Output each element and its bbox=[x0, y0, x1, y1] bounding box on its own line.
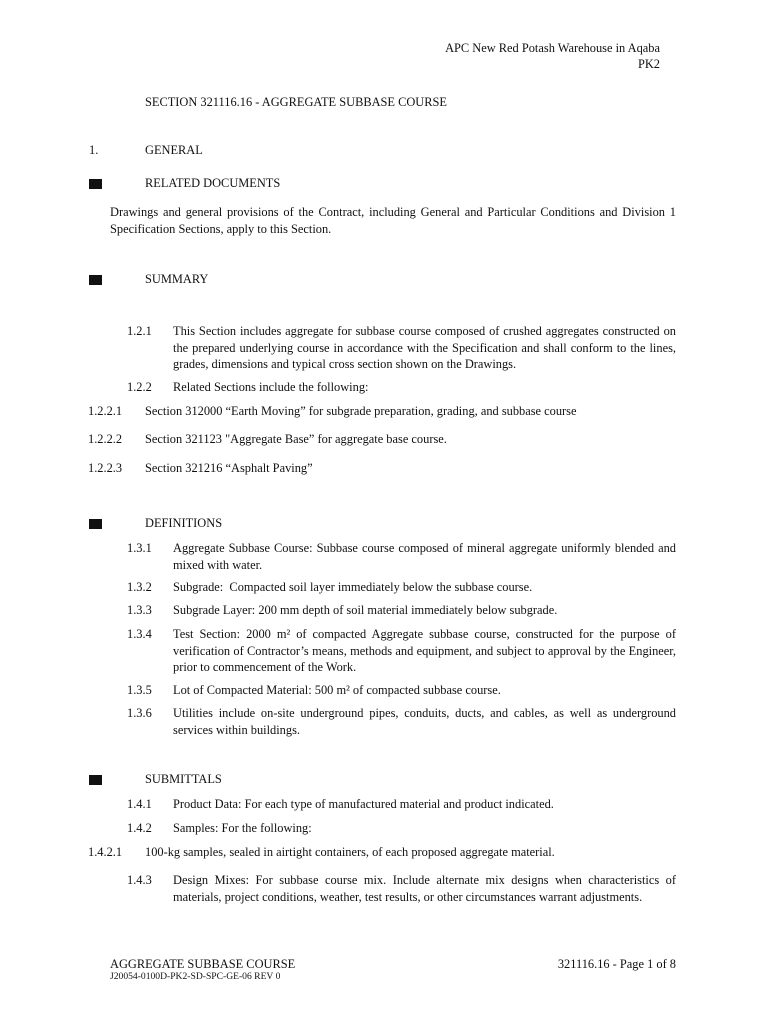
paragraph-text: This Section includes aggregate for subbase course composed of crushed aggregates constructed on the prepared underlying course in accordance with the Specification and shall conform to the lines, grades, dimensions and typical cross section shown on the Drawings. bbox=[173, 324, 676, 372]
paragraph-number: 1.4.2 bbox=[127, 821, 152, 835]
subparagraph-number: 1.4.2.1 bbox=[88, 845, 123, 859]
paragraph-number: 1.3.5 bbox=[127, 683, 152, 697]
paragraph-number: 1.3.6 bbox=[127, 706, 152, 720]
paragraph-text: Samples: For the following: bbox=[173, 821, 312, 835]
article-marker bbox=[89, 179, 102, 189]
paragraph-text: Subgrade: Compacted soil layer immediately below the subbase course. bbox=[173, 580, 533, 594]
subparagraph-number: 1.2.2.2 bbox=[88, 432, 123, 446]
header-package: PK2 bbox=[637, 57, 660, 71]
paragraph-text: Test Section: 2000 m² of compacted Aggregate subbase course, constructed for the purpose of verification of Contractor’s means, methods and equipment, and subject to approval by the Engineer, prior to commencement of the Work. bbox=[173, 627, 676, 675]
paragraph-text: Aggregate Subbase Course: Subbase course composed of mineral aggregate uniformly blended and mixed with water. bbox=[173, 541, 676, 572]
summary-heading: SUMMARY bbox=[145, 272, 209, 286]
subparagraph-number: 1.2.2.3 bbox=[88, 461, 123, 475]
related-documents-text: Drawings and general provisions of the Contract, including General and Particular Conditions and Division 1 Specification Sections, apply to this Section. bbox=[110, 205, 676, 236]
paragraph-text: Related Sections include the following: bbox=[173, 380, 369, 394]
related-documents-heading: RELATED DOCUMENTS bbox=[145, 176, 281, 190]
article-marker bbox=[89, 519, 102, 529]
part-number: 1. bbox=[89, 143, 99, 157]
paragraph-number: 1.3.1 bbox=[127, 541, 152, 555]
article-marker bbox=[89, 775, 102, 785]
subparagraph-number: 1.2.2.1 bbox=[88, 404, 123, 418]
definitions-heading: DEFINITIONS bbox=[145, 516, 223, 530]
paragraph-text: Product Data: For each type of manufactured material and product indicated. bbox=[173, 797, 554, 811]
header-project: APC New Red Potash Warehouse in Aqaba bbox=[445, 41, 660, 55]
paragraph-text: Design Mixes: For subbase course mix. Include alternate mix designs when characteristics of materials, project conditions, weather, test results, or other circumstances warrant adjustments. bbox=[173, 873, 676, 904]
paragraph-text: Utilities include on-site underground pipes, conduits, ducts, and cables, as well as underground services within buildings. bbox=[173, 706, 676, 737]
paragraph-number: 1.3.2 bbox=[127, 580, 152, 594]
paragraph-number: 1.3.4 bbox=[127, 627, 152, 641]
paragraph-number: 1.2.1 bbox=[127, 324, 152, 338]
paragraph-number: 1.3.3 bbox=[127, 603, 152, 617]
subparagraph-text: 100-kg samples, sealed in airtight containers, of each proposed aggregate material. bbox=[145, 845, 555, 859]
subparagraph-text: Section 321216 “Asphalt Paving” bbox=[145, 461, 313, 475]
footer-title: AGGREGATE SUBBASE COURSE bbox=[110, 957, 296, 971]
paragraph-number: 1.4.1 bbox=[127, 797, 152, 811]
article-marker bbox=[89, 275, 102, 285]
subparagraph-text: Section 321123 "Aggregate Base” for aggregate base course. bbox=[145, 432, 447, 446]
submittals-heading: SUBMITTALS bbox=[145, 772, 222, 786]
subparagraph-text: Section 312000 “Earth Moving” for subgrade preparation, grading, and subbase course bbox=[145, 404, 577, 418]
paragraph-number: 1.2.2 bbox=[127, 380, 152, 394]
paragraph-text: Lot of Compacted Material: 500 m² of compacted subbase course. bbox=[173, 683, 501, 697]
footer-page-number: 321116.16 - Page 1 of 8 bbox=[557, 957, 676, 971]
footer-document-code: J20054-0100D-PK2-SD-SPC-GE-06 REV 0 bbox=[110, 971, 281, 982]
paragraph-text: Subgrade Layer: 200 mm depth of soil material immediately below subgrade. bbox=[173, 603, 558, 617]
part-title: GENERAL bbox=[145, 143, 203, 157]
paragraph-number: 1.4.3 bbox=[127, 873, 152, 887]
section-title: SECTION 321116.16 - AGGREGATE SUBBASE COURSE bbox=[145, 95, 447, 109]
